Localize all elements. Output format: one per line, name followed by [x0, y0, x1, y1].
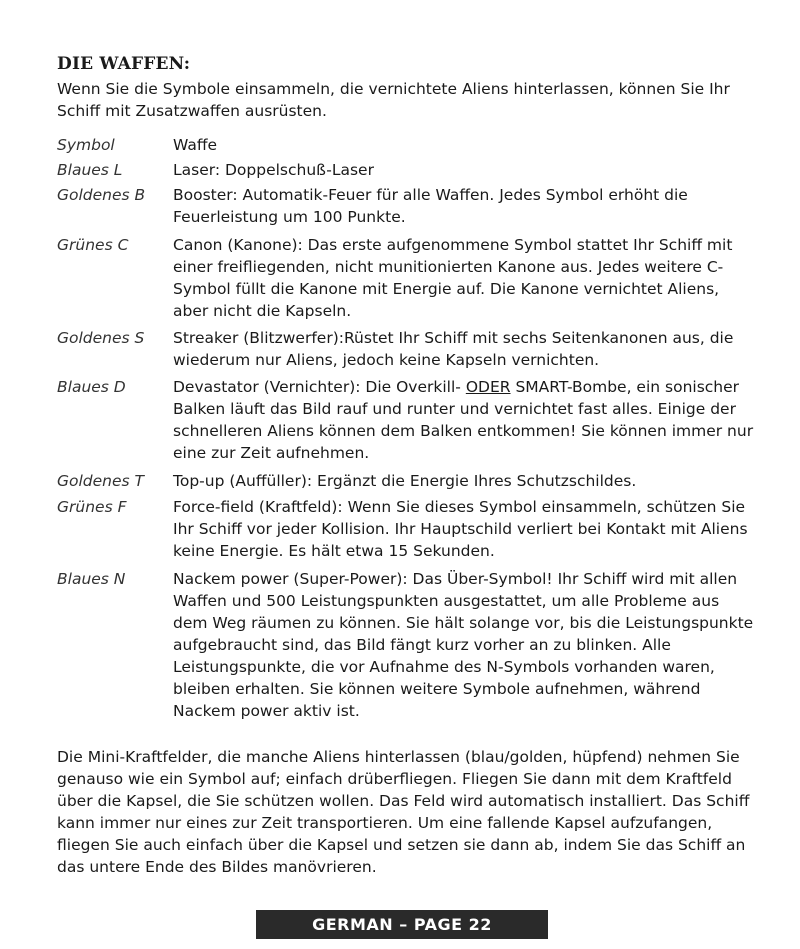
weapon-cell: Nackem power (Super-Power): Das Über-Symbol! Ihr Schiff wird mit allen Waffen und 500 Leistungspunkten ausgestattet, um alle Probleme aus dem Weg räumen zu können. Sie hält solange vor, bis die Leistungspunkte aufgebraucht sind, das Bild fängt kurz vorher an zu blinken. Alle Leistungspunkte, die vor Aufnahme des N-Symbols vorhanden waren, bleiben erhalten. Sie können weitere Symbole aufnehmen, während Nackem power aktiv ist.	[173, 570, 754, 720]
weapon-text-after: SMART-Bombe, ein sonischer Balken läuft das Bild rauf und runter und vernichtet fast alles. Einige der schnelleren Aliens können dem Balken entkommen! Sie können immer nur eine zur Zeit aufnehmen.	[173, 378, 754, 462]
symbol-cell: Blaues D	[57, 378, 126, 396]
symbol-cell: Grünes F	[57, 498, 127, 516]
weapon-cell: Streaker (Blitzwerfer):Rüstet Ihr Schiff mit sechs Seitenkanonen aus, die wiederum nur Aliens, jedoch keine Kapseln vernichten.	[173, 329, 734, 369]
table-row	[57, 568, 757, 722]
weapon-table	[57, 134, 757, 722]
page-footer-label: GERMAN – PAGE 22	[312, 915, 492, 934]
page-footer-bar	[256, 910, 548, 939]
table-row	[57, 376, 757, 464]
symbol-column-header: Symbol	[57, 136, 115, 154]
symbol-cell: Goldenes B	[57, 186, 146, 204]
table-row	[57, 184, 757, 228]
symbol-cell: Blaues N	[57, 570, 126, 588]
weapon-cell: Booster: Automatik-Feuer für alle Waffen. Jedes Symbol erhöht die Feuerleistung um 100 Punkte.	[173, 186, 688, 226]
weapon-cell: Laser: Doppelschuß-Laser	[173, 161, 374, 179]
intro-paragraph: Wenn Sie die Symbole einsammeln, die vernichtete Aliens hinterlassen, können Sie Ihr Schiff mit Zusatzwaffen ausrüsten.	[57, 80, 730, 120]
table-row	[57, 234, 757, 322]
weapon-column-header: Waffe	[173, 136, 218, 154]
table-row	[57, 496, 757, 562]
weapon-text-before: Devastator (Vernichter): Die Overkill-	[173, 378, 466, 396]
underlined-word: ODER	[465, 378, 511, 396]
symbol-cell: Blaues L	[57, 161, 123, 179]
symbol-cell: Grünes C	[57, 236, 129, 254]
table-row	[57, 470, 757, 492]
closing-paragraph: Die Mini-Kraftfelder, die manche Aliens hinterlassen (blau/golden, hüpfend) nehmen Sie genauso wie ein Symbol auf; einfach drüberfliegen. Fliegen Sie dann mit dem Kraftfeld über die Kapsel, die Sie schützen wollen. Das Feld wird automatisch installiert. Das Schiff kann immer nur eines zur Zeit transportieren. Um eine fallende Kapsel aufzufangen, fliegen Sie auch einfach über die Kapsel und setzen sie dann ab, indem Sie das Schiff an das untere Ende des Bildes manövrieren.	[57, 748, 750, 876]
weapon-cell: Canon (Kanone): Das erste aufgenommene Symbol stattet Ihr Schiff mit einer freifliegenden, nicht munitionierten Kanone aus. Jedes weitere C-Symbol füllt die Kanone mit Energie auf. Die Kanone vernichtet Aliens, aber nicht die Kapseln.	[173, 236, 733, 320]
table-row	[57, 159, 757, 181]
table-header-row	[57, 134, 757, 156]
table-row	[57, 327, 757, 371]
weapon-cell: Force-field (Kraftfeld): Wenn Sie dieses Symbol einsammeln, schützen Sie Ihr Schiff vor jeder Kollision. Ihr Hauptschild verliert bei Kontakt mit Aliens keine Energie. Es hält etwa 15 Sekunden.	[173, 498, 748, 560]
section-heading: DIE WAFFEN:	[57, 54, 191, 74]
symbol-cell: Goldenes T	[57, 472, 145, 490]
weapon-cell	[173, 376, 757, 464]
weapon-cell: Top-up (Auffüller): Ergänzt die Energie Ihres Schutzschildes.	[173, 472, 637, 490]
symbol-cell: Goldenes S	[57, 329, 145, 347]
